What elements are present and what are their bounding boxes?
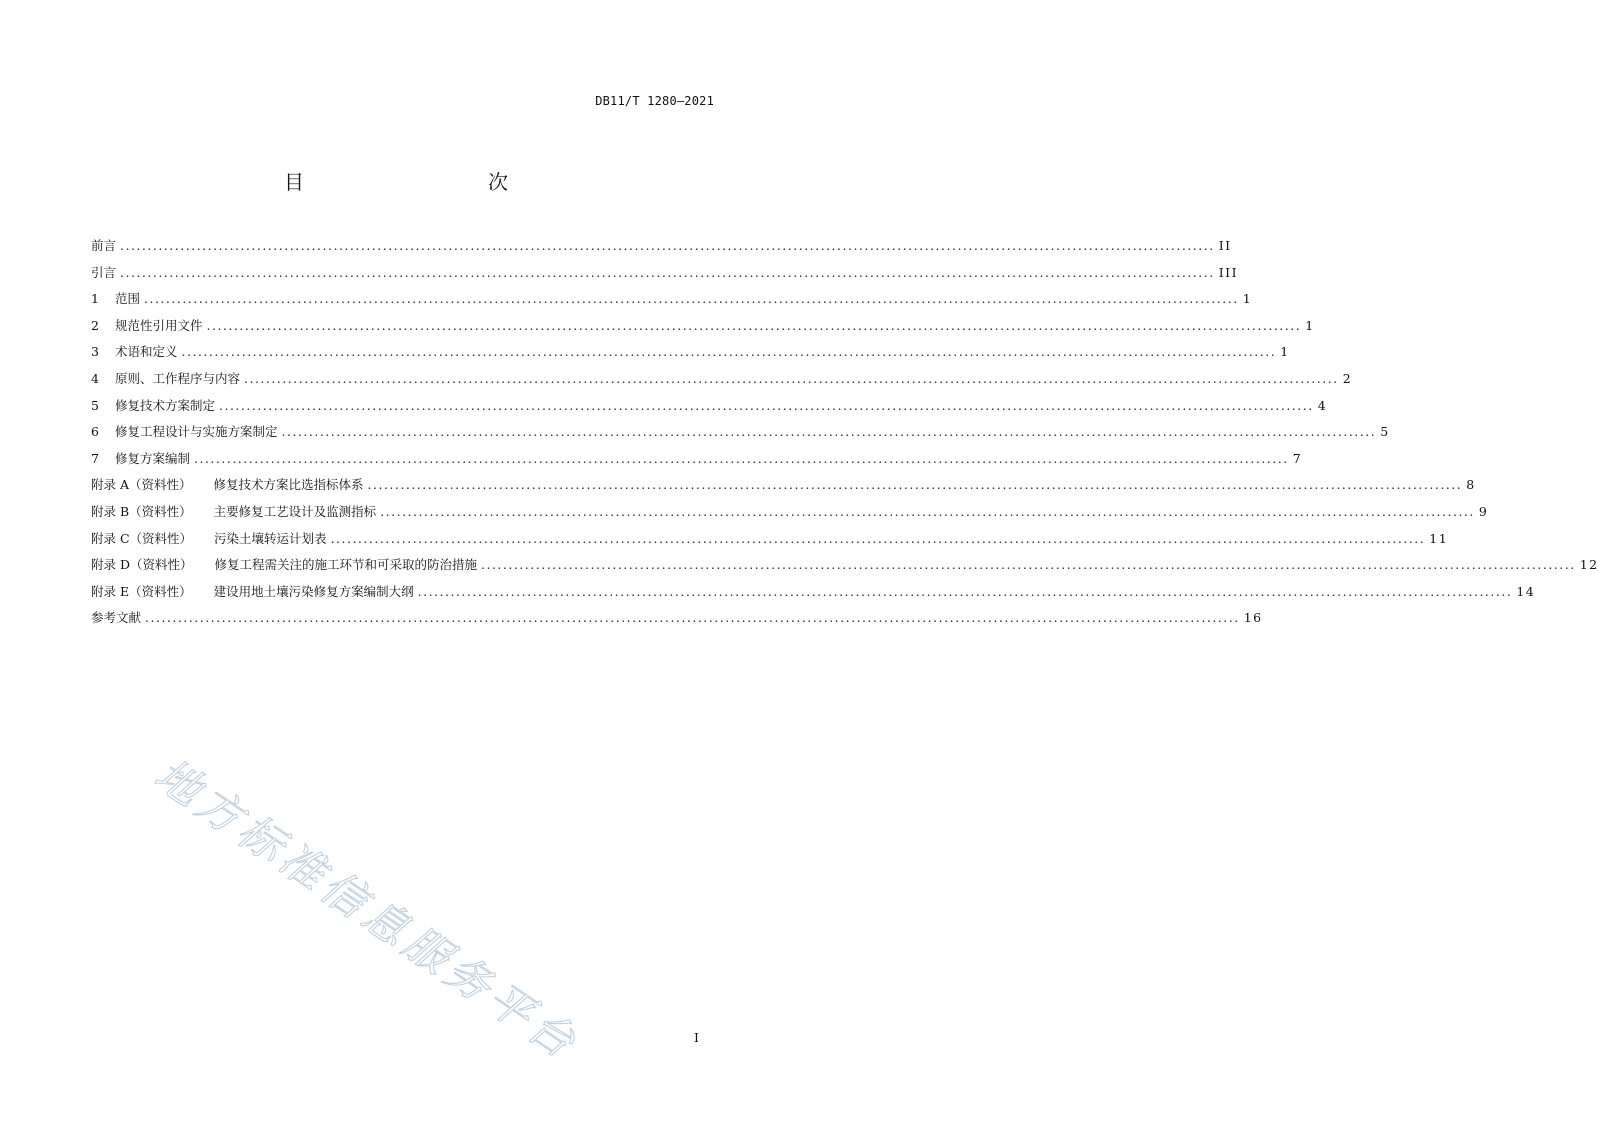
toc-entry-label xyxy=(91,582,414,600)
toc-section-number: 3 xyxy=(91,344,99,360)
toc-entry[interactable] xyxy=(91,422,1390,449)
toc-page-number: 1 xyxy=(1305,317,1315,333)
toc-dot-leader: ........................................................................................................................................................................................................ xyxy=(206,317,1302,333)
toc-dot-leader: ........................................................................................................................................................................................................ xyxy=(330,530,1426,546)
toc-entry-label xyxy=(91,608,141,626)
toc-entry[interactable] xyxy=(91,342,1290,369)
toc-entry[interactable] xyxy=(91,289,1253,316)
toc-entry[interactable] xyxy=(91,396,1328,423)
toc-entry-label xyxy=(91,502,376,520)
toc-entry-label xyxy=(91,449,190,467)
toc-entry-label xyxy=(91,422,278,440)
toc-page-number: 8 xyxy=(1466,477,1476,493)
toc-appendix-id: 附录 D（资料性） xyxy=(91,557,193,573)
toc-entry-label xyxy=(91,475,364,493)
toc-appendix-id: 附录 C（资料性） xyxy=(91,530,193,546)
toc-entry[interactable] xyxy=(91,529,1449,556)
standard-code: DB11/T 1280—2021 xyxy=(595,94,714,108)
toc-entry[interactable] xyxy=(91,263,1239,290)
toc-entry[interactable] xyxy=(91,369,1353,396)
toc-entry[interactable] xyxy=(91,555,1599,582)
toc-page-number: 9 xyxy=(1478,503,1489,519)
toc-entry-title: 修复方案编制 xyxy=(115,450,191,466)
toc-entry-label xyxy=(91,369,240,387)
toc-appendix-id: 附录 B（资料性） xyxy=(91,503,192,519)
toc-entry[interactable] xyxy=(91,582,1536,609)
toc-entry[interactable] xyxy=(91,449,1303,476)
toc-entry-title: 前言 xyxy=(91,238,117,253)
toc-section-number: 7 xyxy=(91,450,99,466)
toc-dot-leader: ........................................................................................................................................................................................................ xyxy=(145,610,1240,626)
page-title: 目 次 xyxy=(284,170,556,194)
toc-entry-label xyxy=(91,555,477,573)
toc-entry-title: 原则、工作程序与内容 xyxy=(115,370,241,386)
toc-dot-leader: ........................................................................................................................................................................................................ xyxy=(120,238,1215,253)
toc-entry-title: 规范性引用文件 xyxy=(115,317,203,333)
toc-section-number: 5 xyxy=(91,397,99,413)
toc-entry[interactable] xyxy=(91,316,1315,343)
toc-appendix-id: 附录 A（资料性） xyxy=(91,477,192,493)
toc-dot-leader: ........................................................................................................................................................................................................ xyxy=(417,583,1513,599)
toc-entry-label xyxy=(91,396,215,414)
toc-page-number: III xyxy=(1218,264,1239,280)
toc-dot-leader: ........................................................................................................................................................................................................ xyxy=(194,450,1289,466)
toc-entry-title: 引言 xyxy=(91,264,117,280)
watermark: 地方标准信息服务平台 xyxy=(145,749,589,1071)
toc-entry-title: 建设用地土壤污染修复方案编制大纲 xyxy=(213,583,414,599)
toc-page-number: 16 xyxy=(1243,610,1263,626)
toc-entry-label xyxy=(91,529,327,547)
toc-entry-title: 修复工程设计与实施方案制定 xyxy=(115,424,278,440)
toc-entry-title: 范围 xyxy=(115,291,141,307)
toc-dot-leader: ........................................................................................................................................................................................................ xyxy=(219,397,1314,413)
toc-section-number: 1 xyxy=(91,291,99,307)
toc-dot-leader: ........................................................................................................................................................................................................ xyxy=(380,503,1475,519)
toc-dot-leader: ........................................................................................................................................................................................................ xyxy=(481,557,1576,573)
toc-entry-label xyxy=(91,236,116,254)
toc-entry[interactable] xyxy=(91,502,1489,529)
toc-entry[interactable] xyxy=(91,475,1476,502)
toc-entry-label xyxy=(91,342,178,360)
toc-entry-title: 修复工程需关注的施工环节和可采取的防治措施 xyxy=(214,557,478,573)
toc-section-number: 4 xyxy=(91,370,99,386)
toc-dot-leader: ........................................................................................................................................................................................................ xyxy=(281,424,1377,440)
toc-page-number: 4 xyxy=(1317,397,1328,413)
toc-entry-title: 主要修复工艺设计及监测指标 xyxy=(213,503,377,519)
toc-page-number: 7 xyxy=(1292,450,1303,466)
table-of-contents xyxy=(91,236,1599,635)
toc-dot-leader: ........................................................................................................................................................................................................ xyxy=(144,291,1239,307)
toc-dot-leader: ........................................................................................................................................................................................................ xyxy=(120,264,1215,280)
toc-page-number: 12 xyxy=(1579,557,1599,573)
toc-entry-label xyxy=(91,316,203,334)
toc-dot-leader: ........................................................................................................................................................................................................ xyxy=(244,370,1339,386)
toc-entry-label xyxy=(91,289,140,307)
toc-entry-title: 参考文献 xyxy=(91,610,142,626)
toc-entry-title: 污染土壤转运计划表 xyxy=(214,530,327,546)
toc-page-number: 5 xyxy=(1380,424,1390,440)
toc-entry[interactable] xyxy=(91,236,1232,263)
toc-entry-title: 修复技术方案比选指标体系 xyxy=(213,477,364,493)
toc-section-number: 2 xyxy=(91,317,99,333)
toc-entry-label xyxy=(91,263,116,281)
toc-page-number: 11 xyxy=(1429,530,1449,546)
page-number: I xyxy=(694,1030,699,1045)
toc-entry-title: 术语和定义 xyxy=(115,344,178,360)
toc-page-number: 14 xyxy=(1516,583,1536,599)
toc-dot-leader: ........................................................................................................................................................................................................ xyxy=(181,344,1277,360)
toc-entry[interactable] xyxy=(91,608,1263,635)
toc-entry-title: 修复技术方案制定 xyxy=(115,397,216,413)
toc-appendix-id: 附录 E（资料性） xyxy=(91,583,192,599)
toc-dot-leader: ........................................................................................................................................................................................................ xyxy=(367,477,1463,493)
toc-page-number: 1 xyxy=(1242,291,1253,307)
toc-page-number: 1 xyxy=(1280,344,1290,360)
toc-page-number: 2 xyxy=(1342,370,1353,386)
toc-page-number: II xyxy=(1218,238,1232,253)
toc-section-number: 6 xyxy=(91,424,99,440)
